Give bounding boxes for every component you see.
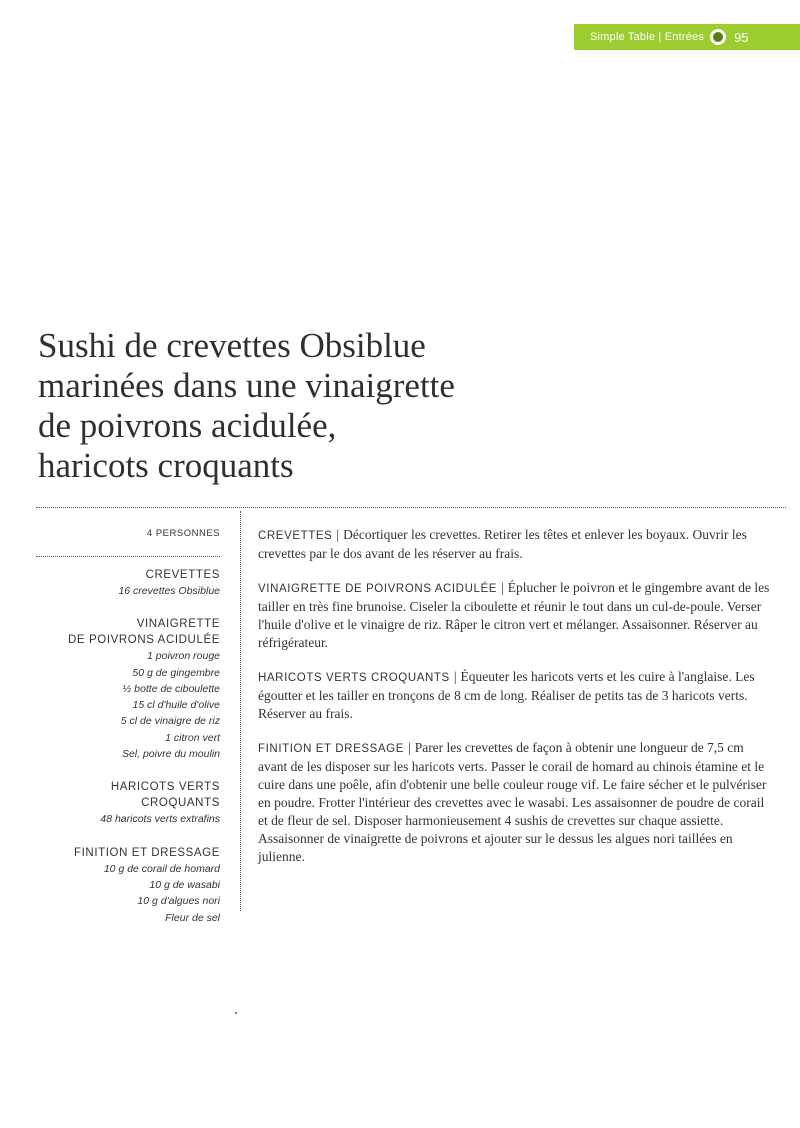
ingredient-group-heading — [36, 616, 220, 648]
step-separator: | — [453, 669, 457, 684]
title-line: haricots croquants — [38, 446, 294, 485]
step-haricots — [258, 668, 773, 723]
step-heading: VINAIGRETTE DE POIVRONS ACIDULÉE — [258, 583, 498, 595]
ingredient-item: 1 citron vert — [165, 731, 220, 744]
print-speck — [235, 1012, 237, 1014]
servings-label: 4 PERSONNES — [146, 528, 220, 539]
step-vinaigrette — [258, 579, 773, 652]
ingredient-item: Fleur de sel — [165, 911, 220, 924]
section-label: Simple Table | Entrées — [590, 31, 705, 43]
servings-divider — [36, 556, 220, 557]
column-divider — [240, 511, 241, 911]
step-separator: | — [501, 580, 504, 595]
step-crevettes — [258, 526, 773, 563]
step-heading: HARICOTS VERTS CROQUANTS — [258, 672, 450, 684]
heading-line: VINAIGRETTE — [136, 618, 220, 631]
ingredient-item: ½ botte de ciboulette — [122, 682, 220, 695]
ingredient-group-heading — [36, 779, 220, 811]
step-separator: | — [407, 740, 411, 755]
title-line: de poivrons acidulée, — [38, 406, 337, 445]
heading-line: CREVETTES — [145, 569, 220, 581]
heading-line: DE POIVRONS ACIDULÉE — [68, 634, 220, 647]
step-text: Parer les crevettes de façon à obtenir une longueur de 7,5 cm avant de les disposer sur les haricots verts. Passer le corail de homard au chinois étamine et le cuire dans une poêle, afin d'obtenir une belle couleur rouge vif. Le faire sécher et le pulvériser en poudre. Frotter l'intérieur des crevettes avec le wasabi. Les assaisonner de poudre de corail et de fleur de sel. Disposer harmonieusement 4 sushis de crevettes sur chaque assiette. Assaisonner de vinaigrette de poivrons et ajouter sur le dessus les algues nori taillées en julienne. — [258, 740, 767, 864]
ingredient-item: 1 poivron rouge — [147, 650, 220, 663]
step-finition — [258, 739, 773, 866]
steps-column — [258, 526, 773, 882]
recipe-title — [38, 326, 638, 486]
header-band — [574, 24, 800, 50]
ingredient-item: Sel, poivre du moulin — [121, 748, 220, 761]
ingredient-group-crevettes — [36, 567, 220, 599]
page-number: 95 — [734, 29, 749, 45]
step-heading: CREVETTES — [258, 530, 333, 542]
ingredient-group-finition — [36, 845, 220, 926]
title-divider — [36, 507, 786, 508]
ingredient-item: 50 g de gingembre — [132, 666, 220, 679]
step-text: Équeuter les haricots verts et les cuire à l'anglaise. Les égoutter et les tailler en tronçons de 8 cm de long. Réaliser de petits tas de 3 haricots verts. Réserver au frais. — [258, 669, 755, 721]
ingredients-column — [36, 524, 220, 943]
ingredient-group-heading — [36, 845, 220, 861]
step-heading: FINITION ET DRESSAGE — [258, 743, 404, 755]
ingredient-group-heading — [36, 567, 220, 583]
step-separator: | — [336, 527, 340, 542]
heading-line: HARICOTS VERTS CROQUANTS — [110, 781, 220, 810]
ingredient-group-haricots — [36, 779, 220, 827]
step-text: Décortiquer les crevettes. Retirer les têtes et enlever les boyaux. Ouvrir les crevettes par le dos avant de les réserver au frais. — [258, 527, 747, 561]
ingredient-item: 10 g de corail de homard — [103, 862, 220, 875]
step-text: Éplucher le poivron et le gingembre avant de les tailler en très fine brunoise. Ciseler la ciboulette et réunir le tout dans un cul-de-poule. Verser l'huile d'olive et le vinaigre de riz. Râper le citron vert et mélanger. Assaisonner. Réserver au réfrigérateur. — [258, 580, 770, 650]
heading-line: FINITION ET DRESSAGE — [74, 846, 220, 859]
ingredient-item: 48 haricots verts extrafins — [100, 813, 220, 826]
cookbook-seal-icon — [710, 29, 726, 45]
ingredient-item: 16 crevettes Obsiblue — [118, 585, 220, 597]
title-line: marinées dans une vinaigrette — [38, 366, 455, 405]
ingredient-item: 10 g de wasabi — [149, 878, 220, 891]
ingredient-item: 15 cl d'huile d'olive — [132, 699, 220, 712]
ingredient-item: 10 g d'algues nori — [137, 895, 220, 908]
ingredient-group-vinaigrette — [36, 616, 220, 762]
ingredient-item: 5 cl de vinaigre de riz — [120, 715, 220, 728]
title-line: Sushi de crevettes Obsiblue — [38, 326, 426, 365]
